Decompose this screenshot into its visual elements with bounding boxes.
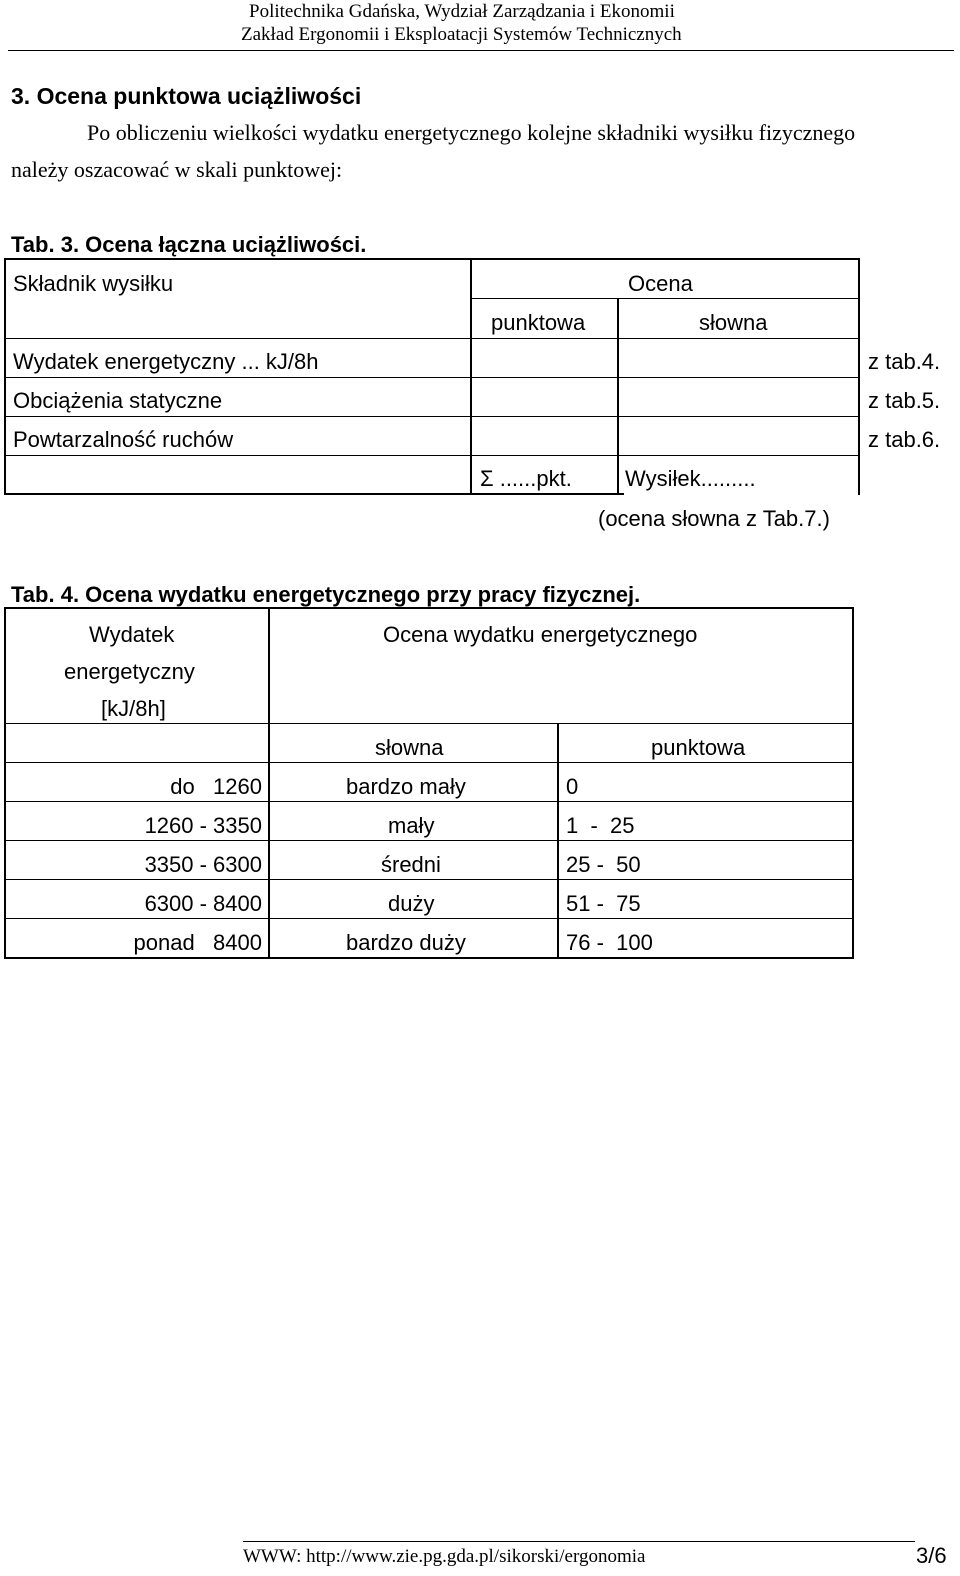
section-title: 3. Ocena punktowa uciążliwości	[11, 83, 362, 109]
t4-border-left	[4, 607, 6, 959]
t3-row-label: Powtarzalność ruchów	[13, 427, 234, 452]
t4-header-expense-3: [kJ/8h]	[101, 696, 166, 721]
t4-row-line-5	[4, 879, 854, 880]
t4-row-verbal: bardzo mały	[346, 774, 466, 799]
t3-row-ref: z tab.6.	[868, 427, 941, 452]
t4-header-expense-2: energetyczny	[64, 659, 195, 684]
t4-col-line-2	[557, 723, 559, 959]
t4-border-bottom	[4, 957, 854, 959]
t3-border-bottom	[4, 493, 624, 495]
t3-row-line-4	[4, 416, 860, 417]
t4-row-points: 0	[566, 774, 579, 799]
t4-row-verbal: bardzo duży	[346, 930, 466, 955]
paragraph-line-1: Po obliczeniu wielkości wydatku energetycznego kolejne składniki wysiłku fizycznego	[87, 120, 856, 145]
t3-row-ref: z tab.5.	[868, 388, 941, 413]
t4-header-verbal: słowna	[375, 735, 444, 760]
t4-row-line-3	[4, 801, 854, 802]
t4-row-line-4	[4, 840, 854, 841]
t3-sum-points: Σ ......pkt.	[480, 466, 572, 491]
t3-header-component: Składnik wysiłku	[13, 271, 174, 296]
t4-row-line-1	[4, 723, 854, 724]
t3-row-label: Obciążenia statyczne	[13, 388, 223, 413]
table-4-title: Tab. 4. Ocena wydatku energetycznego przy pracy fizycznej.	[11, 582, 641, 607]
t4-row-verbal: średni	[381, 852, 441, 877]
t3-note: (ocena słowna z Tab.7.)	[598, 506, 830, 531]
t4-row-verbal: mały	[388, 813, 435, 838]
t3-border-top	[4, 258, 860, 260]
t3-header-verbal: słowna	[699, 310, 768, 335]
paragraph-line-2: należy oszacować w skali punktowej:	[11, 157, 343, 182]
footer-rule	[243, 1541, 915, 1542]
t3-row-label: Wydatek energetyczny ... kJ/8h	[13, 349, 319, 374]
page-number: 3/6	[916, 1543, 947, 1568]
header-line-1: Politechnika Gdańska, Wydział Zarządzania i Ekonomii	[249, 1, 675, 22]
t4-row-points: 1 - 25	[566, 813, 635, 838]
t3-header-points: punktowa	[491, 310, 586, 335]
t4-header-expense-1: Wydatek	[89, 622, 175, 647]
t3-row-line-2	[4, 338, 860, 339]
t3-row-ref: z tab.4.	[868, 349, 941, 374]
t4-row-range: 3350 - 6300	[144, 852, 262, 877]
t3-row-line-3	[4, 377, 860, 378]
t4-row-points: 51 - 75	[566, 891, 641, 916]
t3-effort: Wysiłek.........	[625, 466, 756, 491]
t3-header-rating: Ocena	[628, 271, 693, 296]
t4-row-line-2	[4, 762, 854, 763]
t4-row-range: do 1260	[170, 774, 262, 799]
footer-url: WWW: http://www.zie.pg.gda.pl/sikorski/ergonomia	[243, 1546, 646, 1567]
t4-row-range: ponad 8400	[133, 930, 262, 955]
t3-row-line-5	[4, 455, 860, 456]
header-line-2: Zakład Ergonomii i Eksploatacji Systemów Technicznych	[241, 24, 682, 45]
t4-row-points: 25 - 50	[566, 852, 641, 877]
t4-row-points: 76 - 100	[566, 930, 653, 955]
t3-row-line-1	[470, 298, 860, 299]
t4-row-range: 6300 - 8400	[144, 891, 262, 916]
t4-border-top	[4, 607, 854, 609]
table-3-title: Tab. 3. Ocena łączna uciążliwości.	[11, 232, 367, 257]
t4-border-right	[852, 607, 854, 959]
t4-row-verbal: duży	[388, 891, 435, 916]
t4-col-line-1	[268, 607, 270, 959]
header-rule	[8, 50, 954, 51]
t4-row-line-6	[4, 918, 854, 919]
t4-header-points: punktowa	[651, 735, 746, 760]
t4-row-range: 1260 - 3350	[144, 813, 262, 838]
t4-header-rating: Ocena wydatku energetycznego	[383, 622, 698, 647]
t3-col-line-2	[617, 298, 619, 495]
